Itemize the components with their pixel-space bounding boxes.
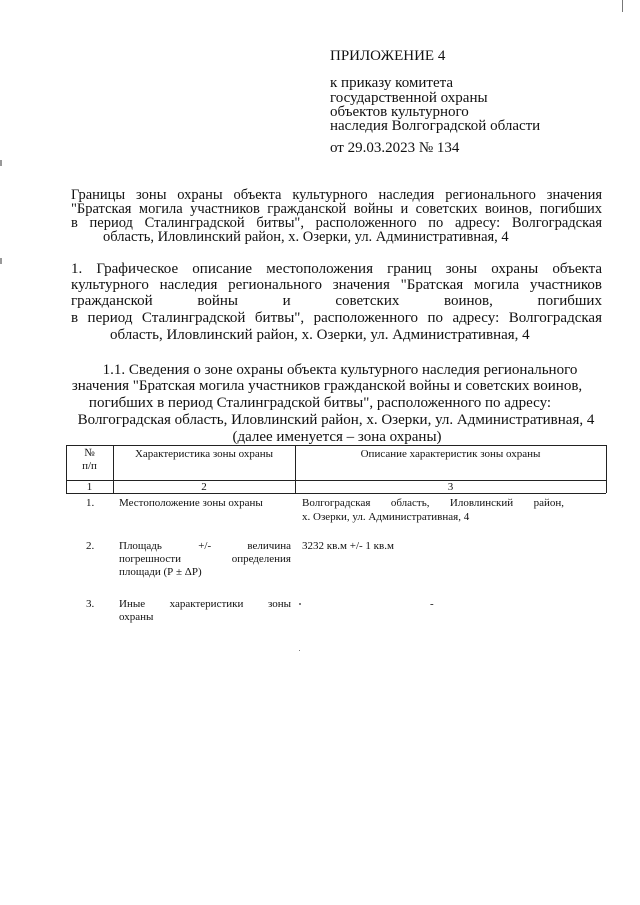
column-number: 2 xyxy=(201,481,207,493)
row-characteristic xyxy=(119,540,291,553)
row-characteristic-word: Иные xyxy=(119,598,146,610)
column-number: 3 xyxy=(447,481,454,493)
row-characteristic-word: +/- xyxy=(198,540,212,552)
scan-side-mark xyxy=(0,258,2,264)
appendix-line: государственной охраны xyxy=(330,90,488,106)
section1-word: и xyxy=(282,293,291,309)
appendix-line: наследия Волгоградской области xyxy=(330,118,541,134)
row-characteristic xyxy=(119,598,291,611)
table-header-description: Описание характеристик зоны охраны xyxy=(360,448,541,460)
scan-speck xyxy=(299,603,301,605)
table-border xyxy=(66,445,606,446)
row-description: х. Озерки, ул. Административная, 4 xyxy=(302,511,470,523)
scan-side-mark xyxy=(0,160,2,166)
row-characteristic xyxy=(119,553,291,566)
table-border xyxy=(606,445,607,493)
section1-word: воинов, xyxy=(444,293,493,309)
section1-line: 1. Графическое описание местоположения границ зоны охраны объекта xyxy=(71,261,602,277)
section1-word: гражданской xyxy=(71,293,153,309)
row-characteristic-word: Площадь xyxy=(119,540,162,552)
row-description: 3232 кв.м +/- 1 кв.м xyxy=(302,540,394,552)
table-header-num xyxy=(66,447,113,473)
subsection-line: (далее именуется – зона охраны) xyxy=(232,429,442,445)
row-characteristic: охраны xyxy=(119,611,154,623)
header-num-abbr: п/п xyxy=(82,460,97,472)
row-characteristic-word: погрешности xyxy=(119,553,181,565)
row-description: - xyxy=(430,598,434,610)
row-characteristic: Местоположение зоны охраны xyxy=(119,497,263,509)
appendix-date: от 29.03.2023 № 134 xyxy=(330,140,460,156)
section1-line: область, Иловлинский район, х. Озерки, ул. Административная, 4 xyxy=(110,327,530,343)
appendix-line: к приказу комитета xyxy=(330,75,454,91)
table-header-characteristic: Характеристика зоны охраны xyxy=(134,448,274,460)
heading-line: в период Сталинградской битвы", расположенного по адресу: Волгоградская xyxy=(71,215,602,231)
row-characteristic-word: величина xyxy=(247,540,291,552)
section1-word: советских xyxy=(335,293,400,309)
heading-line: Границы зоны охраны объекта культурного наследия регионального значения xyxy=(71,187,602,203)
row-description: Волгоградская область, Иловлинский район, xyxy=(302,497,564,509)
subsection-line: значения "Братская могила участников гражданской войны и советских воинов, xyxy=(71,378,583,394)
section1-line: культурного наследия регионального значения "Братская могила участников xyxy=(71,277,602,293)
heading-line: область, Иловлинский район, х. Озерки, ул. Административная, 4 xyxy=(103,229,509,245)
row-characteristic-word: характеристики xyxy=(169,598,244,610)
row-characteristic-word: зоны xyxy=(267,598,291,610)
heading-line: "Братская могила участников гражданской войны и советских воинов, погибших xyxy=(71,201,602,217)
row-characteristic-word: определения xyxy=(231,553,291,565)
subsection-line: 1.1. Сведения о зоне охраны объекта культурного наследия регионального xyxy=(102,362,578,378)
row-number: 2. xyxy=(86,540,95,552)
row-number: 1. xyxy=(86,497,95,509)
column-number: 1 xyxy=(86,481,93,493)
row-characteristic: площади (Р ± ΔР) xyxy=(119,566,202,578)
subsection-line: Волгоградская область, Иловлинский район, х. Озерки, ул. Административная, 4 xyxy=(77,412,595,428)
section1-line: в период Сталинградской битвы", расположенного по адресу: Волгоградская xyxy=(71,310,602,326)
section1-word: войны xyxy=(197,293,238,309)
scan-speck xyxy=(299,650,300,651)
appendix-title: ПРИЛОЖЕНИЕ 4 xyxy=(330,48,446,64)
header-num-sign: № xyxy=(84,447,95,459)
scan-corner-mark xyxy=(622,0,623,12)
section1-word: погибших xyxy=(537,293,602,309)
appendix-line: объектов культурного xyxy=(330,104,469,120)
section1-line xyxy=(71,293,602,310)
row-number: 3. xyxy=(86,598,95,610)
subsection-line: погибших в период Сталинградской битвы", расположенного по адресу: xyxy=(88,395,552,411)
